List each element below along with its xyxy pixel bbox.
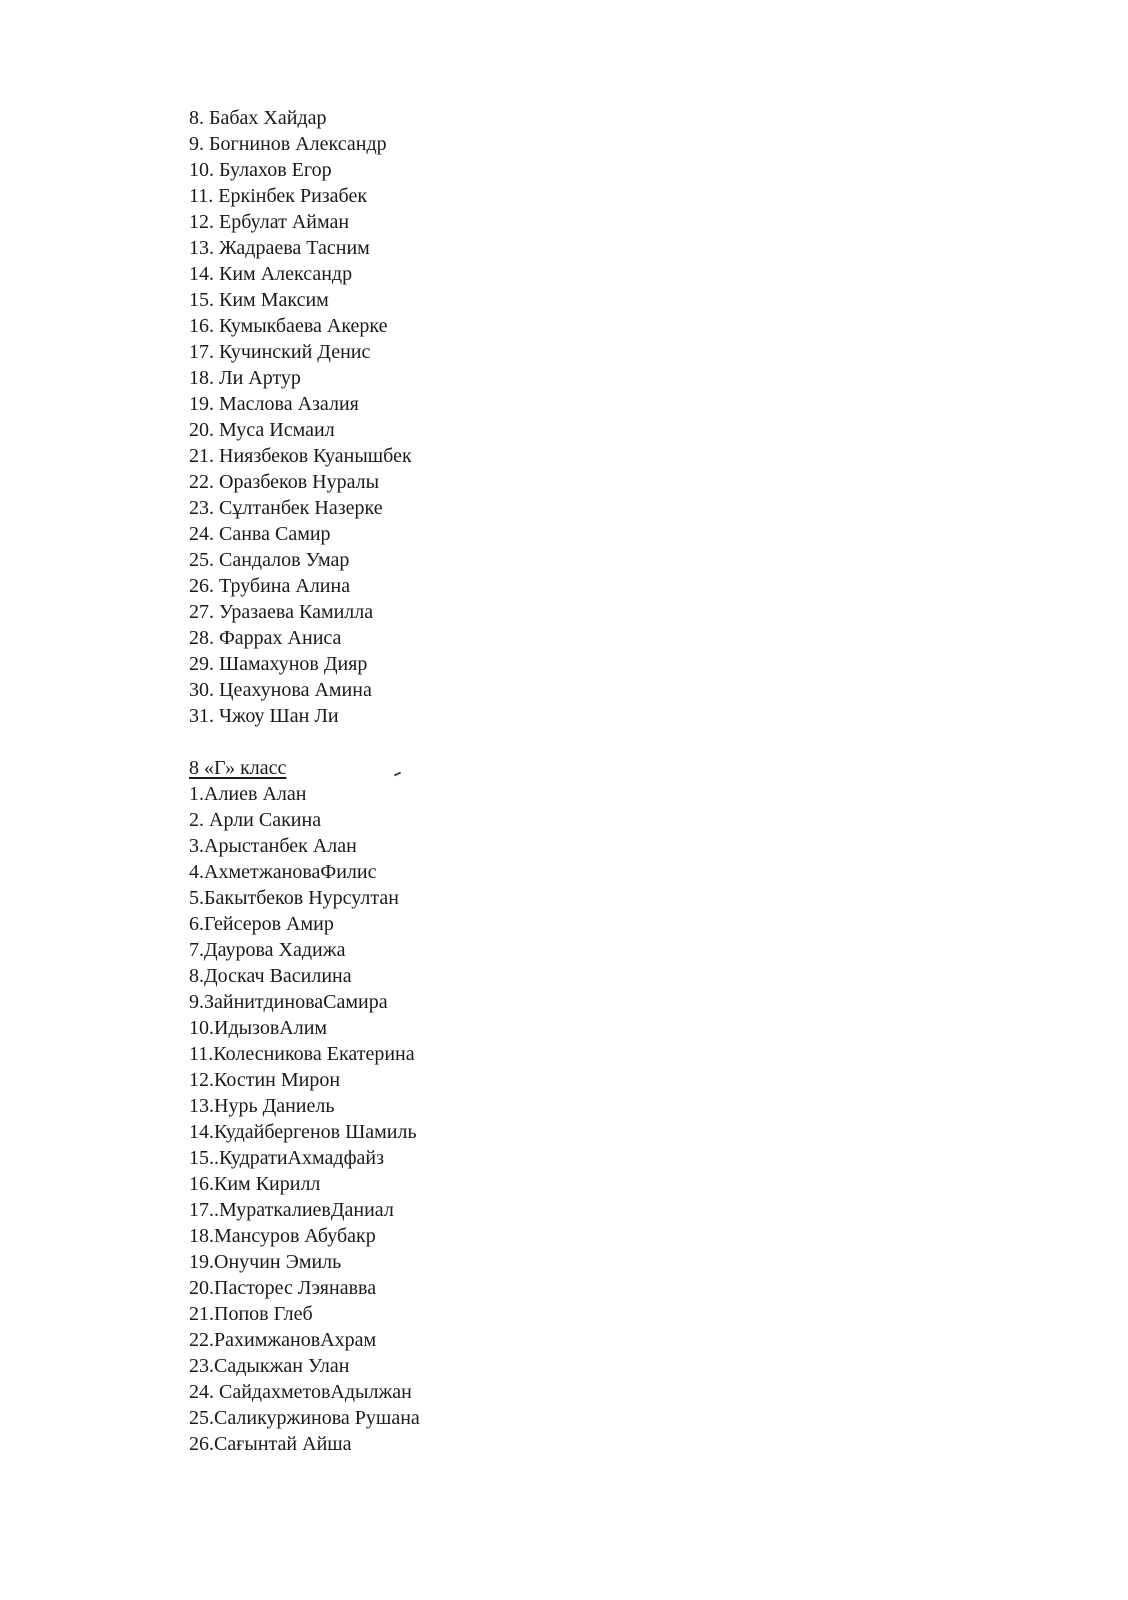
list-item: 2. Арли Сакина [189,809,322,831]
list-item: 11.Колесникова Екатерина [189,1043,415,1065]
list-item: 23.Садыкжан Улан [189,1355,350,1377]
list-item: 12.Костин Мирон [189,1069,341,1091]
list-item: 28. Фаррах Аниса [189,627,342,649]
list-item: 19. Маслова Азалия [189,393,359,415]
list-item: 4.АхметжановаФилис [189,861,377,883]
list-item: 10.ИдызовАлим [189,1017,328,1039]
list-item: 11. Еркінбек Ризабек [189,185,368,207]
section-title: 8 «Г» класс [189,757,287,779]
list-item: 16. Кумыкбаева Акерке [189,315,388,337]
list-item: 21.Попов Глеб [189,1303,313,1325]
list-item: 26.Сағынтай Айша [189,1433,352,1455]
list-item: 22. Оразбеков Нуралы [189,471,380,493]
list-item: 14. Ким Александр [189,263,353,285]
list-item: 20.Пасторес Лэянавва [189,1277,377,1299]
list-item: 26. Трубина Алина [189,575,351,597]
list-item: 25.Саликуржинова Рушана [189,1407,420,1429]
list-item: 17..МураткалиевДаниал [189,1199,394,1221]
list-item: 5.Бакытбеков Нурсултан [189,887,399,909]
list-item: 18.Мансуров Абубакр [189,1225,376,1247]
list-item: 13. Жадраева Тасним [189,237,370,259]
list-item: 1.Алиев Алан [189,783,307,805]
list-item: 22.РахимжановАхрам [189,1329,377,1351]
list-item: 15. Ким Максим [189,289,329,311]
list-item: 3.Арыстанбек Алан [189,835,357,857]
list-item: 23. Сұлтанбек Назерке [189,497,383,519]
list-item: 6.Гейсеров Амир [189,913,334,935]
list-item: 21. Ниязбеков Куанышбек [189,445,412,467]
list-item: 29. Шамахунов Дияр [189,653,368,675]
list-item: 16.Ким Кирилл [189,1173,321,1195]
list-item: 15..КудратиАхмадфайз [189,1147,385,1169]
list-item: 17. Кучинский Денис [189,341,371,363]
list-item: 31. Чжоу Шан Ли [189,705,339,727]
list-item: 14.Кудайбергенов Шамиль [189,1121,417,1143]
list-item: 10. Булахов Егор [189,159,332,181]
list-item: 18. Ли Артур [189,367,301,389]
list-item: 27. Уразаева Камилла [189,601,374,623]
list-item: 12. Ербулат Айман [189,211,350,233]
student-list [189,105,420,1457]
list-item: 9.ЗайнитдиноваСамира [189,991,388,1013]
list-item: 9. Богнинов Александр [189,133,387,155]
list-item: 24. Санва Самир [189,523,331,545]
spacer [189,729,420,755]
list-item: 30. Цеахунова Амина [189,679,372,701]
list-item: 7.Даурова Хадижа [189,939,346,961]
list-item: 20. Муса Исмаил [189,419,335,441]
list-item: 8.Доскач Василина [189,965,352,987]
list-item: 25. Сандалов Умар [189,549,350,571]
list-item: 13.Нурь Даниель [189,1095,335,1117]
list-item: 8. Бабах Хайдар [189,107,327,129]
list-item: 24. СайдахметовАдылжан [189,1381,412,1403]
list-item: 19.Онучин Эмиль [189,1251,342,1273]
